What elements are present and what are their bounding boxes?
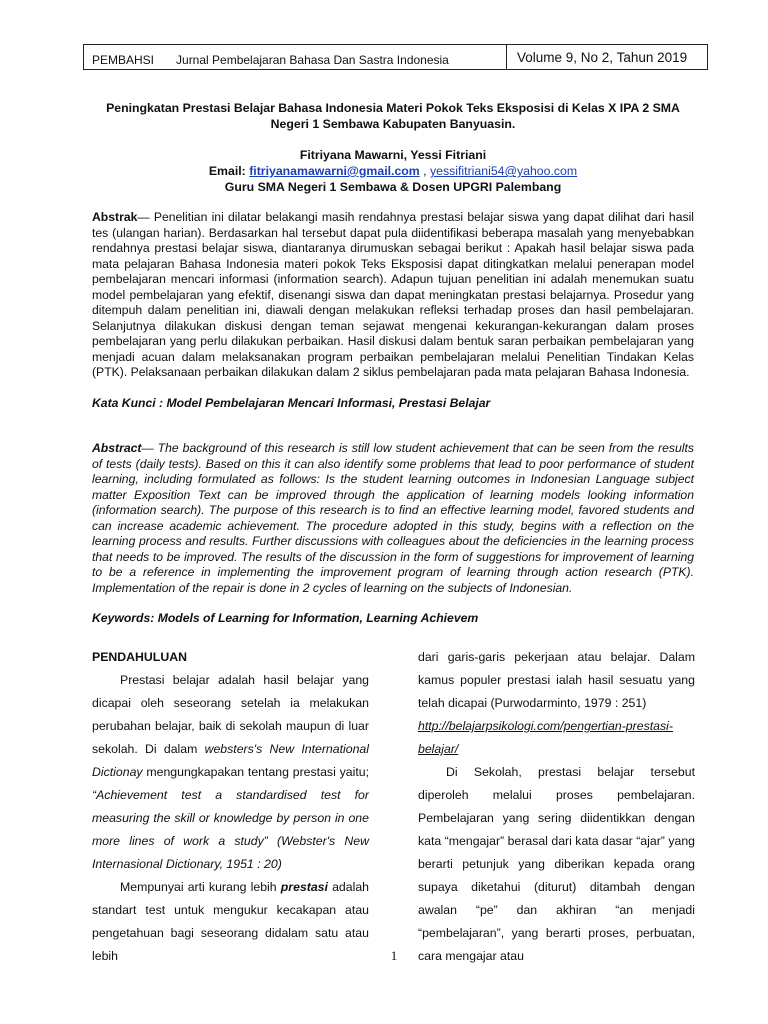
body-text: Prestasi belajar adalah hasil belajar yang dicapai oleh seseorang setelah ia melakukan perubahan belajar, baik di sekolah maupun di luar sekolah. Di dalam bbox=[92, 673, 369, 756]
header-divider bbox=[506, 45, 507, 69]
paper-title: Peningkatan Prestasi Belajar Bahasa Indonesia Materi Pokok Teks Eksposisi di Kelas X IPA 2 SMA Negeri 1 Sembawa Kabupaten Banyuasin. bbox=[106, 101, 680, 131]
abstrak-text: Penelitian ini dilatar belakangi masih rendahnya prestasi belajar siswa yang dapat dilihat dari hasil tes (ulangan harian). Berdasarkan hal tersebut dapat pula diidentifikasi beberapa masalah yang menyebabkan rendahnya prestasi belajar siswa, diantaranya dirumuskan sebagai berikut : Apakah hasil belajar siswa pada mata pelajaran Bahasa Indonesia materi pokok Teks Eksposisi dapat ditingkatkan melalui penerapan model pembelajaran mencari informasi (information search). Adapun tujuan penelitian ini adalah menemukan suatu model pembelajaran yang efektif, disenangi siswa dan dapat meningkatan prestasi belajarnya. Prosedur yang ditempuh dalam penelitian ini, diawali dengan melakukan refleksi terhadap proses dan hasil pembelajaran. Selanjutnya dilakukan diskusi dengan teman sejawat mengenai kekurangan-kekurangan dalam proses pembelajaran yang perlu dilakukan perbaikan. Hasil diskusi dalam bentuk saran perbaikan pembelajaran yang menjadi acuan dalam melaksanakan program perbaikan pembelajaran melalui Penelitian Tindakan Kelas (PTK). Pelaksanaan perbaikan dilakukan dalam 2 siklus pembelajaran pada mata pelajaran Bahasa Indonesia. bbox=[92, 210, 694, 379]
english-keywords: Keywords: Models of Learning for Information, Learning Achievem bbox=[92, 611, 479, 625]
journal-volume: Volume 9, No 2, Tahun 2019 bbox=[517, 50, 688, 65]
journal-header bbox=[83, 44, 708, 70]
body-left-column bbox=[92, 646, 369, 968]
journal-header-text bbox=[92, 53, 449, 67]
abstract-label: Abstract bbox=[92, 441, 142, 455]
abstrak-dash: — bbox=[137, 210, 154, 224]
author-emails bbox=[92, 164, 694, 178]
email-separator: , bbox=[423, 164, 427, 178]
body-text: adalah standart test untuk mengukur kecakapan atau pengetahuan bagi seseorang didalam satu atau lebih bbox=[92, 880, 369, 963]
body-emphasis: prestasi bbox=[280, 880, 328, 894]
reference-link[interactable]: http://belajarpsikologi.com/pengertian-prestasi-belajar/ bbox=[418, 719, 673, 756]
body-right-column bbox=[418, 646, 695, 968]
body-italic-text: websters's New International Dictionay bbox=[92, 742, 369, 779]
email-link-1[interactable]: fitriyanamawarni@gmail.com bbox=[249, 164, 420, 178]
journal-short-name: PEMBAHSI bbox=[92, 53, 155, 67]
author-affiliation: Guru SMA Negeri 1 Sembawa & Dosen UPGRI Palembang bbox=[224, 180, 562, 194]
email-label: Email: bbox=[208, 164, 246, 178]
body-link-paragraph bbox=[418, 715, 695, 761]
body-paragraph: Di Sekolah, prestasi belajar tersebut diperoleh melalui proses pembelajaran. Pembelajaran yang sering diidentikkan dengan kata “mengajar” berasal dari kata dasar “ajar” yang berarti petunjuk yang diberikan kepada orang supaya diketahui (diturut) ditambah dengan awalan “pe” dan akhiran “an menjadi “pembelajaran”, yang berarti proses, perbuatan, cara mengajar atau bbox=[418, 765, 695, 963]
body-paragraph bbox=[92, 669, 369, 876]
page-number: 1 bbox=[390, 948, 398, 963]
body-text: mengungkapakan tentang prestasi yaitu; bbox=[142, 765, 369, 779]
abstract-text: The background of this research is still low student achievement that can be seen from the results of tests (daily tests). Based on this it can also identify some problems that lead to poor performance of student learning, including formulated as follows: Is the student learning outcomes in Indonesian Language subject matter Exposition Text can be improved through the application of learning models looking information (information search). The purpose of this research is to find an effective learning model, favored students and can increase academic achievement. The procedure adopted in this study, begins with a reflection on the learning process and results. Further discussions with colleagues about the deficiencies in the learning process that needs to be improved. The results of the discussion in the form of suggestions for improvement of learning to be a reference in implementing the improvement program of learning through action research (PTK). Implementation of the repair is done in 2 cycles of learning on the subjects of Indonesian. bbox=[92, 441, 694, 595]
body-quote: “Achievement test a standardised test for measuring the skill or knowledge by person in one more lines of work a study” (Webster's New Internasional Dictionary, 1951 : 20) bbox=[92, 788, 369, 871]
section-heading: PENDAHULUAN bbox=[92, 650, 187, 664]
abstrak-paragraph bbox=[92, 210, 694, 381]
abstrak-label: Abstrak bbox=[92, 210, 138, 224]
body-paragraph: dari garis-garis pekerjaan atau belajar. Dalam kamus populer prestasi ialah hasil sesuatu yang telah dicapai (Purwodarminto, 1979 : 251) bbox=[418, 650, 695, 710]
abstract-paragraph bbox=[92, 441, 694, 596]
body-text: Mempunyai arti kurang lebih bbox=[120, 880, 281, 894]
kata-kunci: Kata Kunci : Model Pembelajaran Mencari Informasi, Prestasi Belajar bbox=[92, 396, 491, 410]
email-link-2[interactable]: yessifitriani54@yahoo.com bbox=[430, 164, 578, 178]
paper-authors: Fitriyana Mawarni, Yessi Fitriani bbox=[299, 148, 487, 162]
journal-full-name: Jurnal Pembelajaran Bahasa Dan Sastra Indonesia bbox=[176, 53, 449, 67]
abstract-dash: — bbox=[141, 441, 158, 455]
